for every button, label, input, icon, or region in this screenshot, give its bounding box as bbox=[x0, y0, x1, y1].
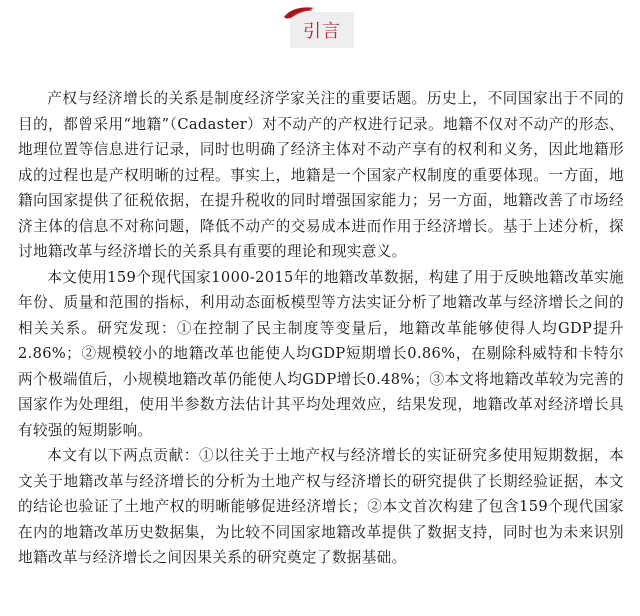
section-header bbox=[0, 6, 640, 48]
paragraph-findings: 本文使用159个现代国家1000-2015年的地籍改革数据，构建了用于反映地籍改革实施年份、质量和范围的指标，利用动态面板模型等方法实证分析了地籍改革与经济增长之间的相关关系。研究发现：①在控制了民主制度等变量后，地籍改革能够使得人均GDP提升2.86%；②规模较小的地籍改革也能使人均GDP短期增长0.86%，在剔除科威特和卡特尔两个极端值后，小规模地籍改革仍能使人均GDP增长0.48%；③本文将地籍改革较为完善的国家作为处理组，使用半参数方法估计其平均处理效应，结果发现，地籍改革对经济增长具有较强的短期影响。 bbox=[18, 268, 624, 439]
section-heading: 引言 bbox=[303, 21, 341, 42]
brush-stroke-icon bbox=[282, 4, 316, 22]
article-body bbox=[18, 86, 624, 571]
paragraph-intro: 产权与经济增长的关系是制度经济学家关注的重要话题。历史上，不同国家出于不同的目的，都曾采用“地籍”（Cadaster）对不动产的产权进行记录。地籍不仅对不动产的形态、地理位置等信息进行记录，同时也明确了经济主体对不动产享有的权利和义务，因此地籍形成的过程也是产权明晰的过程。事实上，地籍是一个国家产权制度的重要体现。一方面，地籍向国家提供了征税依据，在提升税收的同时增强国家能力；另一方面，地籍改善了市场经济主体的信息不对称问题，降低不动产的交易成本进而作用于经济增长。基于上述分析，探讨地籍改革与经济增长的关系具有重要的理论和现实意义。 bbox=[18, 90, 624, 260]
paragraph-contributions: 本文有以下两点贡献：①以往关于土地产权与经济增长的实证研究多使用短期数据，本文关于地籍改革与经济增长的分析为土地产权与经济增长的研究提供了长期经验证据，本文的结论也验证了土地产权的明晰能够促进经济增长；②本文首次构建了包含159个现代国家在内的地籍改革历史数据集，为比较不同国家地籍改革提供了数据支持，同时也为未来识别地籍改革与经济增长之间因果关系的研究奠定了数据基础。 bbox=[18, 447, 624, 566]
